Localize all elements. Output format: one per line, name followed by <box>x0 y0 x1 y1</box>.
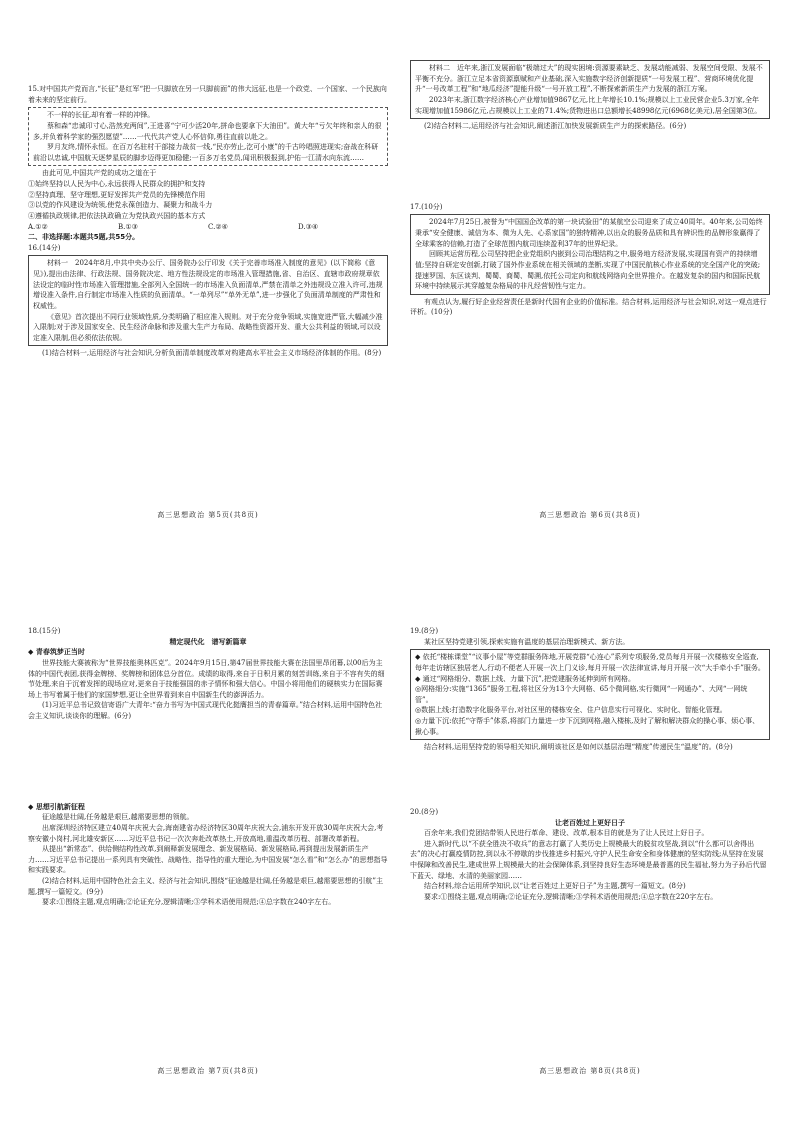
q19-box-line: ◆ 依托“楼栋课堂”“议事小屋”等党群服务阵地,开展党群“心连心”系列专项服务,党员每月开展一次楼栋安全巡查,每年走访辖区独居老人,行动不便老人开展一次上门义诊,每月开展一次法律宣讲,每月开展一次“大手牵小手”服务。 <box>415 653 765 672</box>
q15-box-line: 罗月友终,情怀永恒。在百万名驻村干部接力战贫一线,“民亦劳止,汔可小康”的千古吟唱照进现实;奋战在科研前沿以忠诚,中国航天逐梦星辰的脚步迈得更加稳健;一百多万名党员,闻讯积极报到,护佑一江清水向东流…… <box>33 143 379 162</box>
q18-title: 精定现代化 谱写新篇章 <box>169 636 247 646</box>
q15-box-line: 蔡和森“忠诚印寸心,浩然充两间”,王进喜“宁可少活20年,拼命也要拿下大油田”。黄大年“亏欠年终和亲人的很多,并负着科学家的强烈愿望”……一代代共产党人心怀信仰,勇往直前以赴之。 <box>33 121 382 141</box>
q20-para-1: 百余年来,我们党团结带领人民进行革命、建设、改革,根本目的就是为了让人民过上好日子。 <box>424 829 709 838</box>
q20-head: 20.(8分) <box>410 807 439 816</box>
q18-para-1: 世界技能大赛被称为“世界技能奥林匹克”。2024年9月15日,第47届世界技能大赛在法国里昂闭幕,以00后为主体的中国代表团,获得金牌榜、奖牌榜和团体总分首位。成绩的取得,来自于日积月累的刻苦训练,来自于不容有失的细节处理,来自于沉着发挥的现场应对,更来自于技能强国的赤子情怀和强大信心。中国小将用他们的硬核实力在国际赛场上书写着属于他们的家国梦想,更让全世界看到来自中国新生代的澎湃活力。 <box>28 658 385 699</box>
page-6 <box>410 58 770 318</box>
q15-item: ③以党的作风建设为统领,使党永葆创造力、凝聚力和战斗力 <box>28 201 213 210</box>
q15-lead: 由此可见,中国共产党的成功之道在于 <box>42 169 157 178</box>
q19-box-line: ◆ 通过“网格细分、数据上线、力量下沉”,把党建服务延伸到所有网格。 <box>415 674 635 683</box>
q15-option-c: C.②④ <box>208 222 228 231</box>
q16-question-2: (2)结合材料二,运用经济与社会知识,阐述浙江加快发展新质生产力的探索路径。(6分) <box>424 122 687 131</box>
q18-subtitle-2: ◆ 思想引航新征程 <box>28 801 85 811</box>
q18-question-2: (2)结合材料,运用中国特色社会主义、经济与社会知识,围绕“征途越是壮阔,任务越是艰巨,越需要思想的引航”主题,撰写一篇短文。(9分) <box>28 877 383 896</box>
q19-box-line: ◎数据上线:打造数字化服务平台,对社区里的楼栋安全、住户信息实行可视化、实时化、智能化管理。 <box>415 706 727 715</box>
q18-para-2: 征途越是壮阔,任务越是艰巨,越需要思想的领航。 <box>42 813 194 822</box>
q16-material-2: 材料二 近年来,浙江发展面临“极端过大”的现实困境:资源要素缺乏、发展动能减弱、发展空间受限、发展不平衡不充分。浙江立足本省资源禀赋和产业基础,深入实施数字经济创新提质“一号发展工程”、营商环境优化提升“一号改革工程”和“地瓜经济”提能升级“一号开放工程”,不断探索新质生产力发展的浙江方案。 <box>415 64 763 94</box>
page-5-footer: 高三思想政治 第5页(共8页) <box>157 511 259 519</box>
q15-option-b: B.①③ <box>118 222 138 231</box>
q17-head: 17.(10分) <box>410 202 443 211</box>
q15-material-box <box>28 107 388 166</box>
q17-para-1: 2024年7月25日,被誉为“中国国企改革的第一块试验田”的某航空公司迎来了成立40周年。40年来,公司始终秉承“安全健康、诚信为本、微为人先、心系家国”的独特精神,以出众的服务品质和具有辨识性的品牌形象赢得了全球乘客的信赖,打造了全球范围内航司连续盈利37年的世界纪录。 <box>415 218 763 248</box>
q16-material-2b: 2023年末,浙江数字经济核心产业增加值9867亿元,比上年增长10.1%;规模以上工业民营企业5.3万家,全年实现增加值15986亿元,占规模以上工业的71.4%;货物进出口总额增长48998亿元(6968亿美元),居全国第3位。 <box>415 95 762 115</box>
q16-question-1: (1)结合材料一,运用经济与社会知识,分析负面清单制度改革对构建高水平社会主义市场经济体制的作用。(8分) <box>42 349 382 358</box>
page-8-footer: 高三思想政治 第8页(共8页) <box>539 1067 641 1075</box>
q18-para-4: 从提出“新常态”、供给侧结构性改革,到阐释新发展理念、新发展格局、新发展格局,再到提出发展新质生产力……习近平总书记提出一系列具有突破性、战略性、指导性的重大理论,为中国发展“怎么看”和“怎么办”的思想指导和实践要求。 <box>28 845 388 875</box>
q19-box-line: ◎力量下沉:依托“守帮手”体系,将部门力量进一步下沉到网格,融入楼栋,及时了解和解决群众的操心事、烦心事、揪心事。 <box>415 717 760 736</box>
q19-intro: 某社区坚持党建引领,探索实施有温度的基层治理新模式、新方法。 <box>424 637 630 646</box>
q20-question: 结合材料,综合运用所学知识,以“让老百姓过上更好日子”为主题,撰写一篇短文。(8分) <box>424 882 686 891</box>
q16-material-1: 材料一 2024年8月,中共中央办公厅、国务院办公厅印发《关于完善市场准入制度的意见》(以下简称《意见》),提出由法律、行政法规、国务院决定、地方性法规设定的市场准入管理措施,省、自治区、直辖市政府规章依法设定的临时性市场准入管理措施,全部列入全国统一的市场准入负面清单,严禁在清单之外违规设立准入许可,违规增设准入条件,自行制定市场准入性质的负面清单。“一单列尽”“单外无单”,进一步强化了负面清单制度的严肃性和权威性。 <box>33 259 383 310</box>
q15-item: ②坚持真理、坚守理想,更好发挥共产党员的先锋模范作用 <box>28 190 206 199</box>
page-8 <box>410 626 770 903</box>
page-7-footer: 高三思想政治 第7页(共8页) <box>157 1067 259 1075</box>
q20-title: 让老百姓过上更好日子 <box>555 817 625 827</box>
q16-material-2-box <box>410 60 770 119</box>
q18-question-1: (1)习近平总书记致信寄语广大青年:“奋力书写为中国式现代化挺膺担当的青春篇章。”结合材料,运用中国特色社会主义知识,谈谈你的理解。(6分) <box>28 701 383 720</box>
q15-options <box>28 222 388 233</box>
section-2-title: 二、非选择题:本题共5题,共55分。 <box>28 233 140 242</box>
q17-question: 有观点认为,履行好企业经营责任是新时代国有企业的价值标准。结合材料,运用经济与社会知识,对这一观点进行评析。(10分) <box>410 297 767 317</box>
q15-stem: 15.对中国共产党而言,“长征”是红军“把一只脚放在另一只脚前面”的伟大远征,也是一个政党、一个国家、一个民族向着未来的坚定前行。 <box>28 85 387 104</box>
q16-head: 16.(14分) <box>28 243 61 252</box>
q20-para-2: 进入新时代,以“不获全胜决不收兵”的意志打赢了人类历史上规模最大的脱贫攻坚战,到以“什么都可以舍得出去”的决心打赢疫情防控,到以永不停歇的步伐推进乡村振兴,守护人民生命安全和身体健康的坚实防线;从坚持在发展中保障和改善民生,建成世界上规模最大的社会保障体系,到坚持良好生态环境是最普惠的民生福祉,努力为子孙后代留下蓝天、绿地、水清的美丽家园…… <box>410 839 767 880</box>
q18-requirement: 要求:①围绕主题,观点明确;②论证充分,逻辑清晰;③学科术语使用规范;④总字数在240字左右。 <box>42 898 336 907</box>
q17-para-2: 回顾其运营历程,公司坚持把企业党组织内嵌到公司治理结构之中,服务地方经济发展,实现国有资产的持续增值;坚持自研定安创新,打破了国外作业系统在相关领域的垄断,实现了中国民航核心作业系统的完全国产化的突破;提速罗国、东区谈判、蜀蜀、商蜀、蜀溯,依托公司定向和航线网络向全世界推介。在越发复杂的国内和国际民航环境中持续展示其穿越复杂格局的非凡经营韧性与定力。 <box>415 250 761 291</box>
q15-item: ④遵循执政规律,把依法执政确立为党执政兴国的基本方式 <box>28 211 206 220</box>
page-5 <box>28 84 388 359</box>
q15-box-line: 不一样的长征,却有着一样的冲锋。 <box>47 111 155 120</box>
page-6-footer: 高三思想政治 第6页(共8页) <box>539 511 641 519</box>
q19-material-box <box>410 649 770 740</box>
q18-subtitle-1: ◆ 青春筑梦正当时 <box>28 647 85 657</box>
q16-material-box <box>28 255 388 346</box>
q15-option-d: D.③④ <box>298 222 319 231</box>
q16-material-1b: 《意见》首次提出不同行业领域性质,分类明确了相应准入规则。对于充分竞争领域,实施宽进严管,大幅减少准入限制;对于涉及国家安全、民生经济命脉和涉及重大生产力布局、战略性资源开发、重大公共利益的领域,可以设定准入限制,但必须依法依规。 <box>33 312 383 342</box>
q20-requirement: 要求:①围绕主题,观点明确;②论证充分,逻辑清晰;③学科术语使用规范;④总字数在220字左右。 <box>424 892 718 901</box>
q19-box-line: ◎网格细分:实施“1365”服务工程,将社区分为13个大网格、65个微网格,实行微网“一网通办”、大网“一网统管”。 <box>415 685 748 704</box>
q15-item: ①始终坚持以人民为中心,永远获得人民群众的拥护和支持 <box>28 180 206 188</box>
q15-option-a: A.①② <box>28 222 48 231</box>
q18-para-3: 出席深圳经济特区建立40周年庆祝大会,海南建省办经济特区30周年庆祝大会,浦东开发开放30周年庆祝大会,考察安徽小岗村,河北雄安新区……习近平总书记一次次奔赴改革热土,开放高地,重温改革历程、部署改革新程。 <box>28 823 384 843</box>
q17-material-box <box>410 214 770 294</box>
page-7 <box>28 626 388 908</box>
q19-question: 结合材料,运用坚持党的领导相关知识,阐明该社区是如何以基层治理“精度”传递民生“温度”的。(8分) <box>424 743 733 752</box>
q18-head: 18.(15分) <box>28 627 61 635</box>
q19-head: 19.(8分) <box>410 627 439 635</box>
